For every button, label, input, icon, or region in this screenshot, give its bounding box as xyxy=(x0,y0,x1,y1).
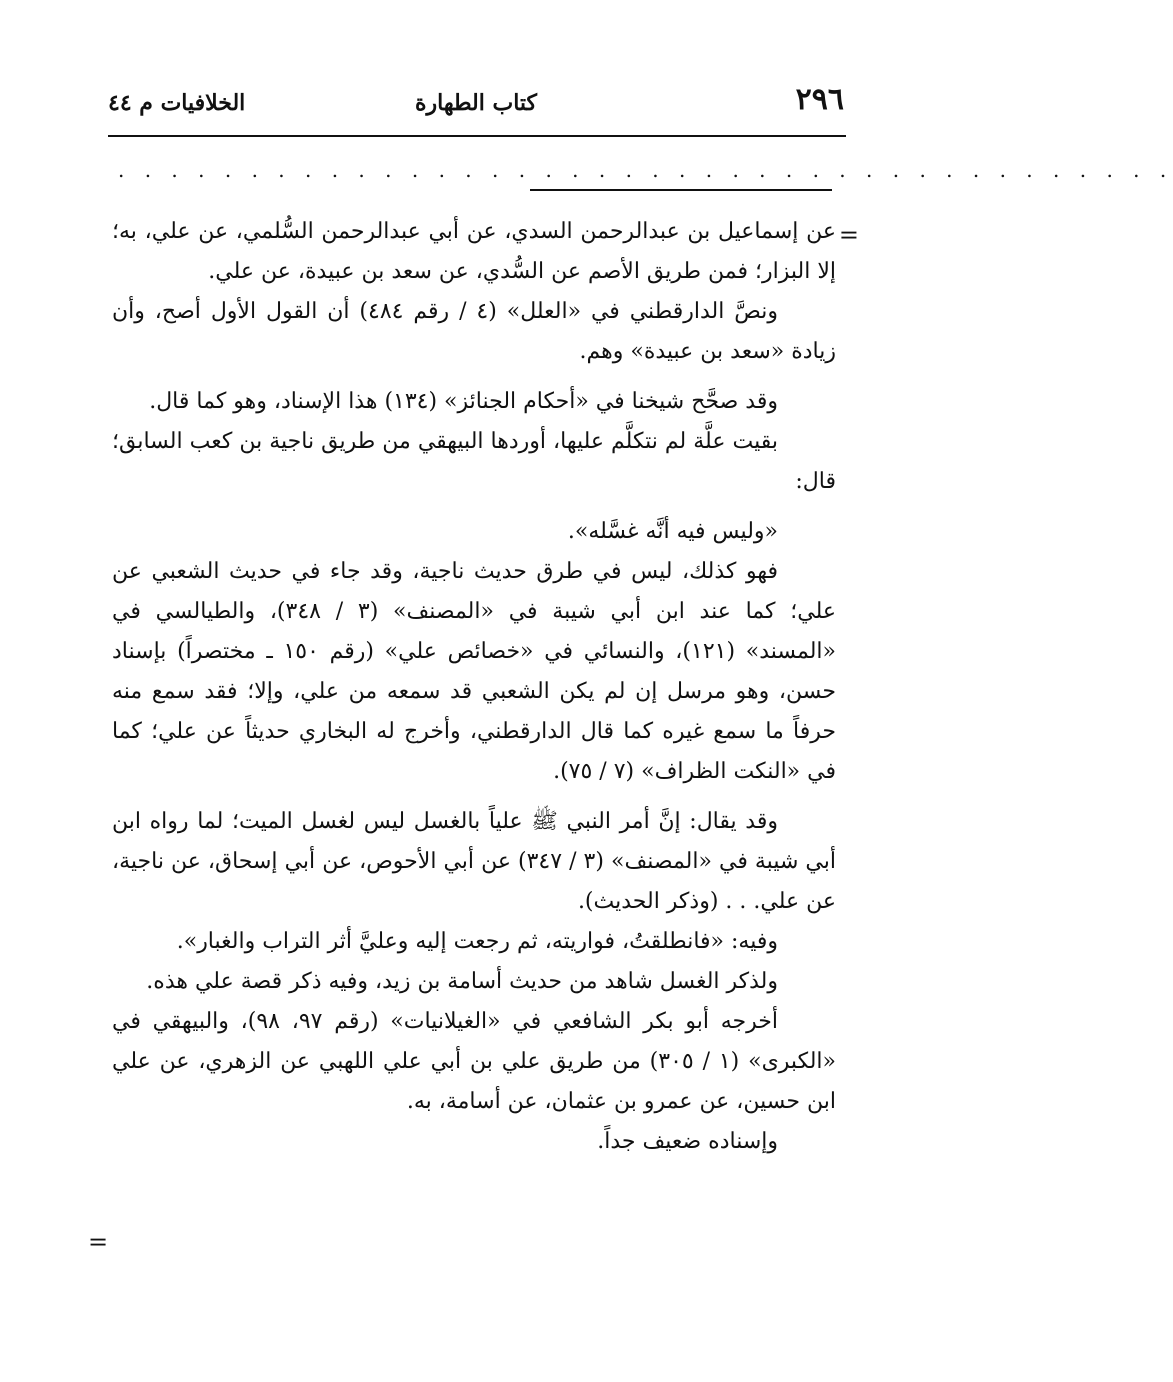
omission-dots: . . . . . . . . . . . . . . . . . . . . . . . . . . . . . . . . . . . . . . . . xyxy=(118,158,1173,182)
paragraph: فهو كذلك، ليس في طرق حديث ناجية، وقد جاء في حديث الشعبي عن علي؛ كما عند ابن أبي شيبة في «المصنف» (٣ / ٣٤٨)، والطيالسي في «المسند» (١٢١)، والنسائي في «خصائص علي» (رقم ١٥٠ ـ مختصراً) بإسناد حسن، وهو مرسل إن لم يكن الشعبي قد سمعه من علي، وإلا؛ فقد سمع منه حرفاً ما سمع غيره كما قال الدارقطني، وأخرج له البخاري حديثاً عن علي؛ كما في «النكت الظراف» (٧ / ٧٥). xyxy=(112,559,836,784)
page-number: ٢٩٦ xyxy=(795,82,844,117)
quote-paragraph: «وليس فيه أنَّه غسَّله». xyxy=(567,519,778,544)
footnote-body xyxy=(112,212,836,1162)
paragraph: وقد صحَّح شيخنا في «أحكام الجنائز» (١٣٤) هذا الإسناد، وهو كما قال. xyxy=(149,389,778,414)
paragraph: وإسناده ضعيف جداً. xyxy=(597,1129,778,1154)
continuation-mark-start: = xyxy=(838,221,859,249)
paragraph: عن إسماعيل بن عبدالرحمن السدي، عن أبي عبدالرحمن السُّلمي، عن علي، به؛ إلا البزار؛ فمن طريق الأصم عن السُّدي، عن سعد بن عبيدة، عن علي. xyxy=(112,219,836,284)
header-rule xyxy=(108,135,846,137)
page-header xyxy=(108,82,844,126)
footnote-separator xyxy=(530,189,832,191)
quote-paragraph: وفيه: «فانطلقتُ، فواريته، ثم رجعت إليه وعليَّ أثر التراب والغبار». xyxy=(176,929,778,954)
paragraph: ونصَّ الدارقطني في «العلل» (٤ / رقم ٤٨٤) أن القول الأول أصح، وأن زيادة «سعد بن عبيدة» وهم. xyxy=(112,299,836,364)
paragraph: أخرجه أبو بكر الشافعي في «الغيلانيات» (رقم ٩٧، ٩٨)، والبيهقي في «الكبرى» (١ / ٣٠٥) من طريق علي بن أبي علي اللهبي عن الزهري، عن علي ابن حسين، عن عمرو بن عثمان، عن أسامة، به. xyxy=(112,1009,836,1114)
paragraph: وقد يقال: إنَّ أمر النبي ﷺ علياً بالغسل ليس لغسل الميت؛ لما رواه ابن أبي شيبة في «المصنف» (٣ / ٣٤٧) عن أبي الأحوص، عن أبي إسحاق، عن ناجية، عن علي. . . (وذكر الحديث). xyxy=(112,809,836,914)
continuation-mark-end: = xyxy=(88,1228,109,1256)
paragraph: بقيت علَّة لم نتكلَّم عليها، أوردها البيهقي من طريق ناجية بن كعب السابق؛ قال: xyxy=(112,429,836,494)
volume-label: الخلافيات م ٤٤ xyxy=(108,90,246,116)
chapter-title: كتاب الطهارة xyxy=(414,90,538,116)
paragraph: ولذكر الغسل شاهد من حديث أسامة بن زيد، وفيه ذكر قصة علي هذه. xyxy=(146,969,778,994)
